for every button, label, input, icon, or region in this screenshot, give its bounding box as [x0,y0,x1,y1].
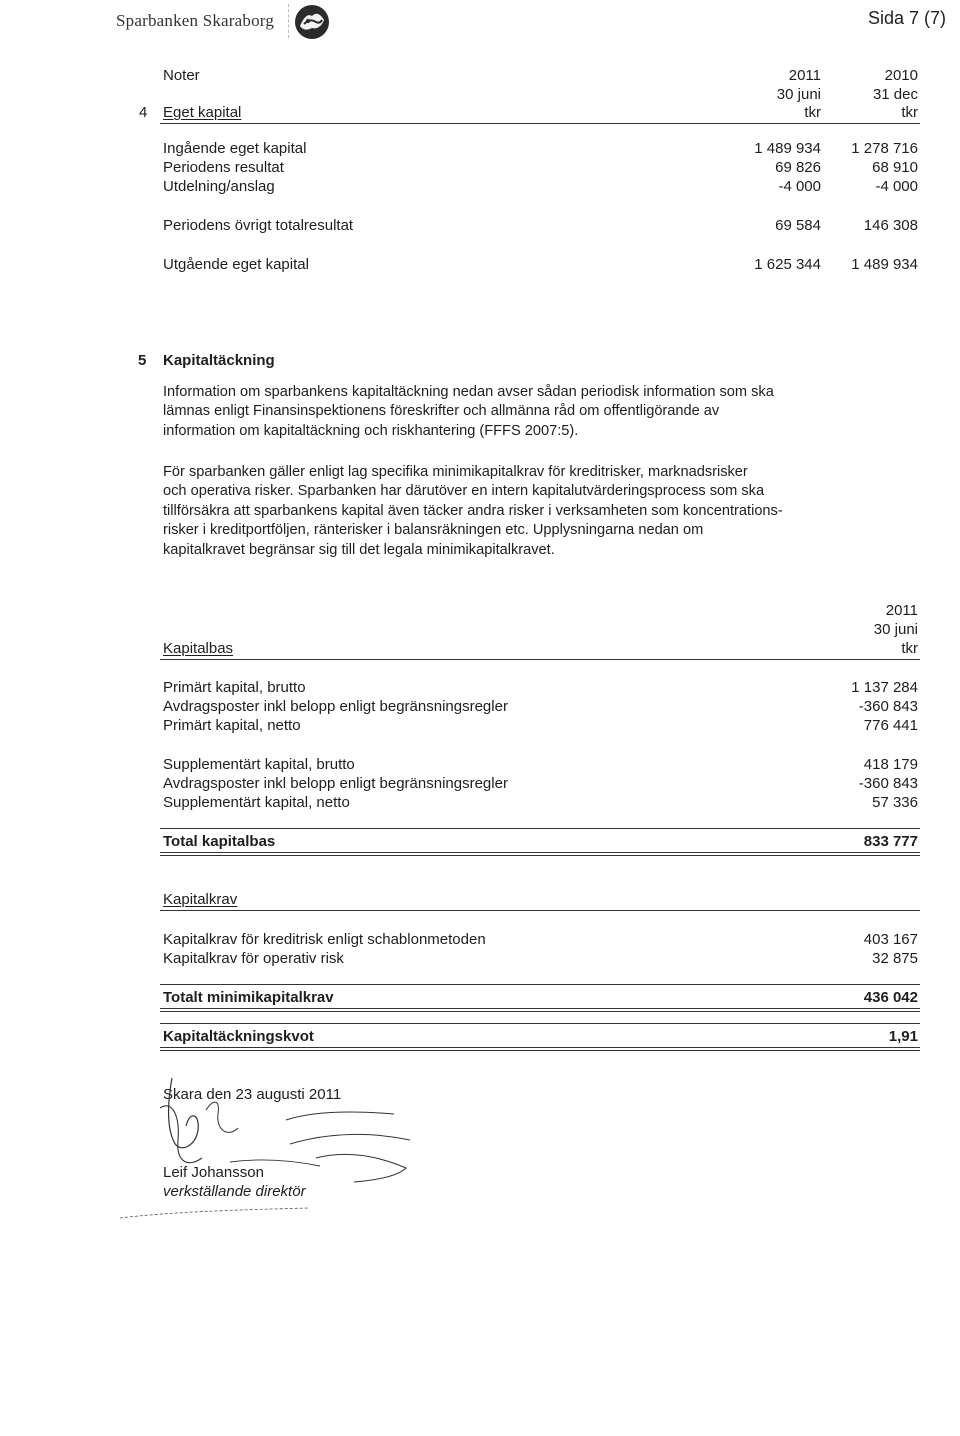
kapitalbas-col-year: 2011 [885,602,918,619]
kapitalbas-title: Kapitalbas [163,640,234,657]
header-rule [160,910,920,911]
note4-col1-year: 2011 [788,67,821,84]
table-cell: 418 179 [863,756,918,773]
double-rule [160,1047,920,1051]
note4-col2-date: 31 dec [872,86,918,103]
table-cell: 146 308 [863,217,918,234]
intro-paragraph [163,383,863,441]
paragraph-line: tillförsäkra att sparbankens kapital även täcker andra risker i verksamheten som koncentrations- [163,502,783,519]
table-cell: 1 278 716 [851,140,918,157]
double-rule [160,852,920,856]
table-cell: 1 137 284 [851,679,918,696]
table-row-label: Primärt kapital, netto [163,717,301,734]
table-row-label: Primärt kapital, brutto [163,679,306,696]
table-row-label: Utdelning/anslag [163,178,275,195]
table-row-label: Ingående eget kapital [163,140,307,157]
table-cell: -4 000 [875,178,918,195]
table-row-label: Kapitalkrav för kreditrisk enligt schablonmetoden [163,931,486,948]
paragraph-line: information om kapitaltäckning och riskhantering (FFFS 2007:5). [163,422,579,439]
note4-col1-unit: tkr [804,104,821,121]
table-row-label: Kapitalkrav för operativ risk [163,950,344,967]
signature-place-date: Skara den 23 augusti 2011 [163,1086,342,1103]
kapitalbas-col-unit: tkr [901,640,918,657]
table-cell: 69 584 [775,217,821,234]
table-cell: 57 336 [872,794,918,811]
note-number: 4 [139,104,148,121]
total-label: Totalt minimikapitalkrav [163,989,334,1006]
ratio-label: Kapitaltäckningskvot [163,1028,314,1045]
table-cell: 1 625 344 [754,256,821,273]
note4-col2-unit: tkr [901,104,918,121]
paragraph-line: och operativa risker. Sparbanken har därutöver en intern kapitalutvärderingsprocess som ska [163,483,765,500]
bank-logo-icon [292,2,332,42]
total-value: 436 042 [863,989,918,1006]
page-number: Sida 7 (7) [867,8,946,28]
table-cell: 403 167 [863,931,918,948]
signatory-role: verkställande direktör [163,1183,306,1200]
paragraph-line: lämnas enligt Finansinspektionens föreskrifter och allmänna råd om offentligörande av [163,403,720,420]
note-title: Kapitaltäckning [163,352,275,369]
paragraph-line: För sparbanken gäller enligt lag specifika minimikapitalkrav för kreditrisker, marknadsrisker [163,464,748,480]
header-rule [160,659,920,660]
table-row-label: Utgående eget kapital [163,256,309,273]
double-rule [160,1008,920,1012]
table-cell: 776 441 [863,717,918,734]
note-title: Eget kapital [163,104,242,121]
table-cell: 1 489 934 [754,140,821,157]
paragraph-line: Information om sparbankens kapitaltäckning nedan avser sådan periodisk information som ska [163,384,774,400]
kapitalkrav-title: Kapitalkrav [163,891,238,908]
ratio-value: 1,91 [888,1028,918,1045]
table-cell: 1 489 934 [851,256,918,273]
note4-col1-date: 30 juni [776,86,821,103]
paragraph-line: kapitalkravet begränsar sig till det legala minimikapitalkravet. [163,541,555,558]
ratio-rule [160,1023,920,1024]
table-row-label: Supplementärt kapital, netto [163,794,350,811]
total-label: Total kapitalbas [163,833,276,850]
table-row-label: Avdragsposter inkl belopp enligt begränsningsregler [163,775,508,792]
total-rule [160,984,920,985]
kapitalbas-col-date: 30 juni [873,621,918,638]
table-cell: 69 826 [775,159,821,176]
paragraph-line: risker i kreditportföljen, ränterisker i balansräkningen etc. Upplysningarna nedan om [163,522,704,539]
table-row-label: Supplementärt kapital, brutto [163,756,355,773]
total-value: 833 777 [863,833,918,850]
table-cell: -4 000 [778,178,821,195]
requirements-paragraph [163,463,863,560]
section-heading: Noter [163,67,200,84]
signatory-name: Leif Johansson [163,1164,264,1181]
table-row-label: Periodens resultat [163,159,284,176]
table-cell: 68 910 [872,159,918,176]
table-row-label: Periodens övrigt totalresultat [163,217,354,234]
table-cell: 32 875 [872,950,918,967]
header-rule [160,123,920,124]
table-cell: -360 843 [858,775,918,792]
header-divider [288,4,290,38]
note-number: 5 [138,352,147,369]
total-rule [160,828,920,829]
bank-name: Sparbanken Skaraborg [116,11,275,30]
table-cell: -360 843 [858,698,918,715]
note4-col2-year: 2010 [884,67,918,84]
table-row-label: Avdragsposter inkl belopp enligt begränsningsregler [163,698,508,715]
